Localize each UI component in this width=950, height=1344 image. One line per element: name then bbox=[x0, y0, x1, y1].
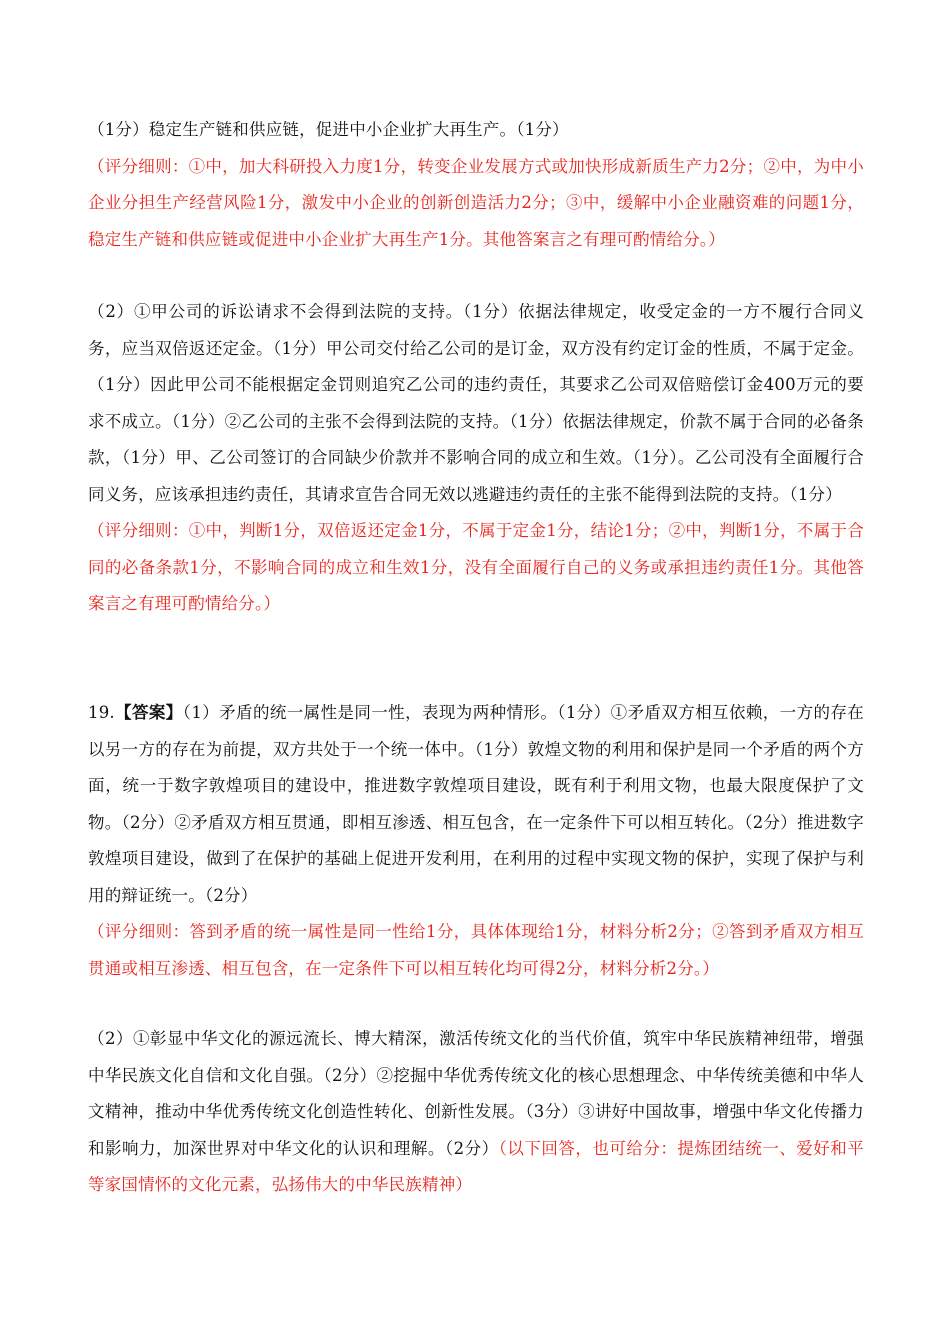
q19-part1-section bbox=[88, 695, 864, 987]
q19-part1-answer-text: （1）矛盾的统一属性是同一性，表现为两种情形。（1分）①矛盾双方相互依赖，一方的存在以另一方的存在为前提，双方共处于一个统一体中。（1分）敦煌文物的利用和保护是同一个矛盾的两个方面，统一于数字敦煌项目的建设中，推进数字敦煌项目建设，既有利于利用文物，也最大限度保护了文物。（2分）②矛盾双方相互贯通，即相互渗透、相互包含，在一定条件下可以相互转化。（2分）推进数字敦煌项目建设，做到了在保护的基础上促进开发利用，在利用的过程中实现文物的保护，实现了保护与利用的辩证统一。（2分） bbox=[88, 703, 864, 905]
q18-part1-scoring-rubric: （评分细则：①中，加大科研投入力度1分，转变企业发展方式或加快形成新质生产力2分；②中，为中小企业分担生产经营风险1分，激发中小企业的创新创造活力2分；③中，缓解中小企业融资难的问题1分，稳定生产链和供应链或促进中小企业扩大再生产1分。其他答案言之有理可酌情给分。） bbox=[88, 156, 864, 249]
q19-part1-answer bbox=[88, 695, 864, 914]
q19-part2-answer-text: （2）①彰显中华文化的源远流长、博大精深，激活传统文化的当代价值，筑牢中华民族精神纽带，增强中华民族文化自信和文化自强。（2分）②挖掘中华优秀传统文化的核心思想理念、中华传统美德和中华人文精神，推动中华优秀传统文化创造性转化、创新性发展。（3分）③讲好中国故事，增强中华文化传播力和影响力，加深世界对中华文化的认识和理解。（2分） bbox=[88, 1029, 864, 1158]
q19-part2-section bbox=[88, 1021, 864, 1204]
question-number: 19. bbox=[88, 703, 115, 722]
q19-part2-answer bbox=[88, 1021, 864, 1204]
q18-part2-answer-text: （2）①甲公司的诉讼请求不会得到法院的支持。（1分）依据法律规定，收受定金的一方不履行合同义务，应当双倍返还定金。（1分）甲公司交付给乙公司的是订金，双方没有约定订金的性质，不属于定金。（1分）因此甲公司不能根据定金罚则追究乙公司的违约责任，其要求乙公司双倍赔偿订金400万元的要求不成立。（1分）②乙公司的主张不会得到法院的支持。（1分）依据法律规定，价款不属于合同的必备条款，（1分）甲、乙公司签订的合同缺少价款并不影响合同的成立和生效。（1分）。乙公司没有全面履行合同义务，应该承担违约责任，其请求宣告合同无效以逃避违约责任的主张不能得到法院的支持。（1分） bbox=[88, 302, 864, 504]
q19-part1-scoring-rubric: （评分细则：答到矛盾的统一属性是同一性给1分，具体体现给1分，材料分析2分；②答到矛盾双方相互贯通或相互渗透、相互包含，在一定条件下可以相互转化均可得2分，材料分析2分。） bbox=[88, 922, 864, 978]
q18-part1-tail-text: （1分）稳定生产链和供应链，促进中小企业扩大再生产。（1分） bbox=[88, 120, 569, 139]
q18-part2-scoring-rubric: （评分细则：①中，判断1分，双倍返还定金1分，不属于定金1分，结论1分；②中，判断1分，不属于合同的必备条款1分，不影响合同的成立和生效1分，没有全面履行自己的义务或承担违约责任1分。其他答案言之有理可酌情给分。） bbox=[88, 521, 864, 613]
q19-part2-extra-note: （以下回答，也可给分：提炼团结统一、爱好和平等家国情怀的文化元素，弘扬伟大的中华民族精神） bbox=[88, 1138, 864, 1194]
answer-tag: 【答案】 bbox=[114, 703, 183, 722]
q18-part2-section bbox=[88, 294, 864, 623]
q18-part1-tail-section bbox=[88, 112, 864, 258]
